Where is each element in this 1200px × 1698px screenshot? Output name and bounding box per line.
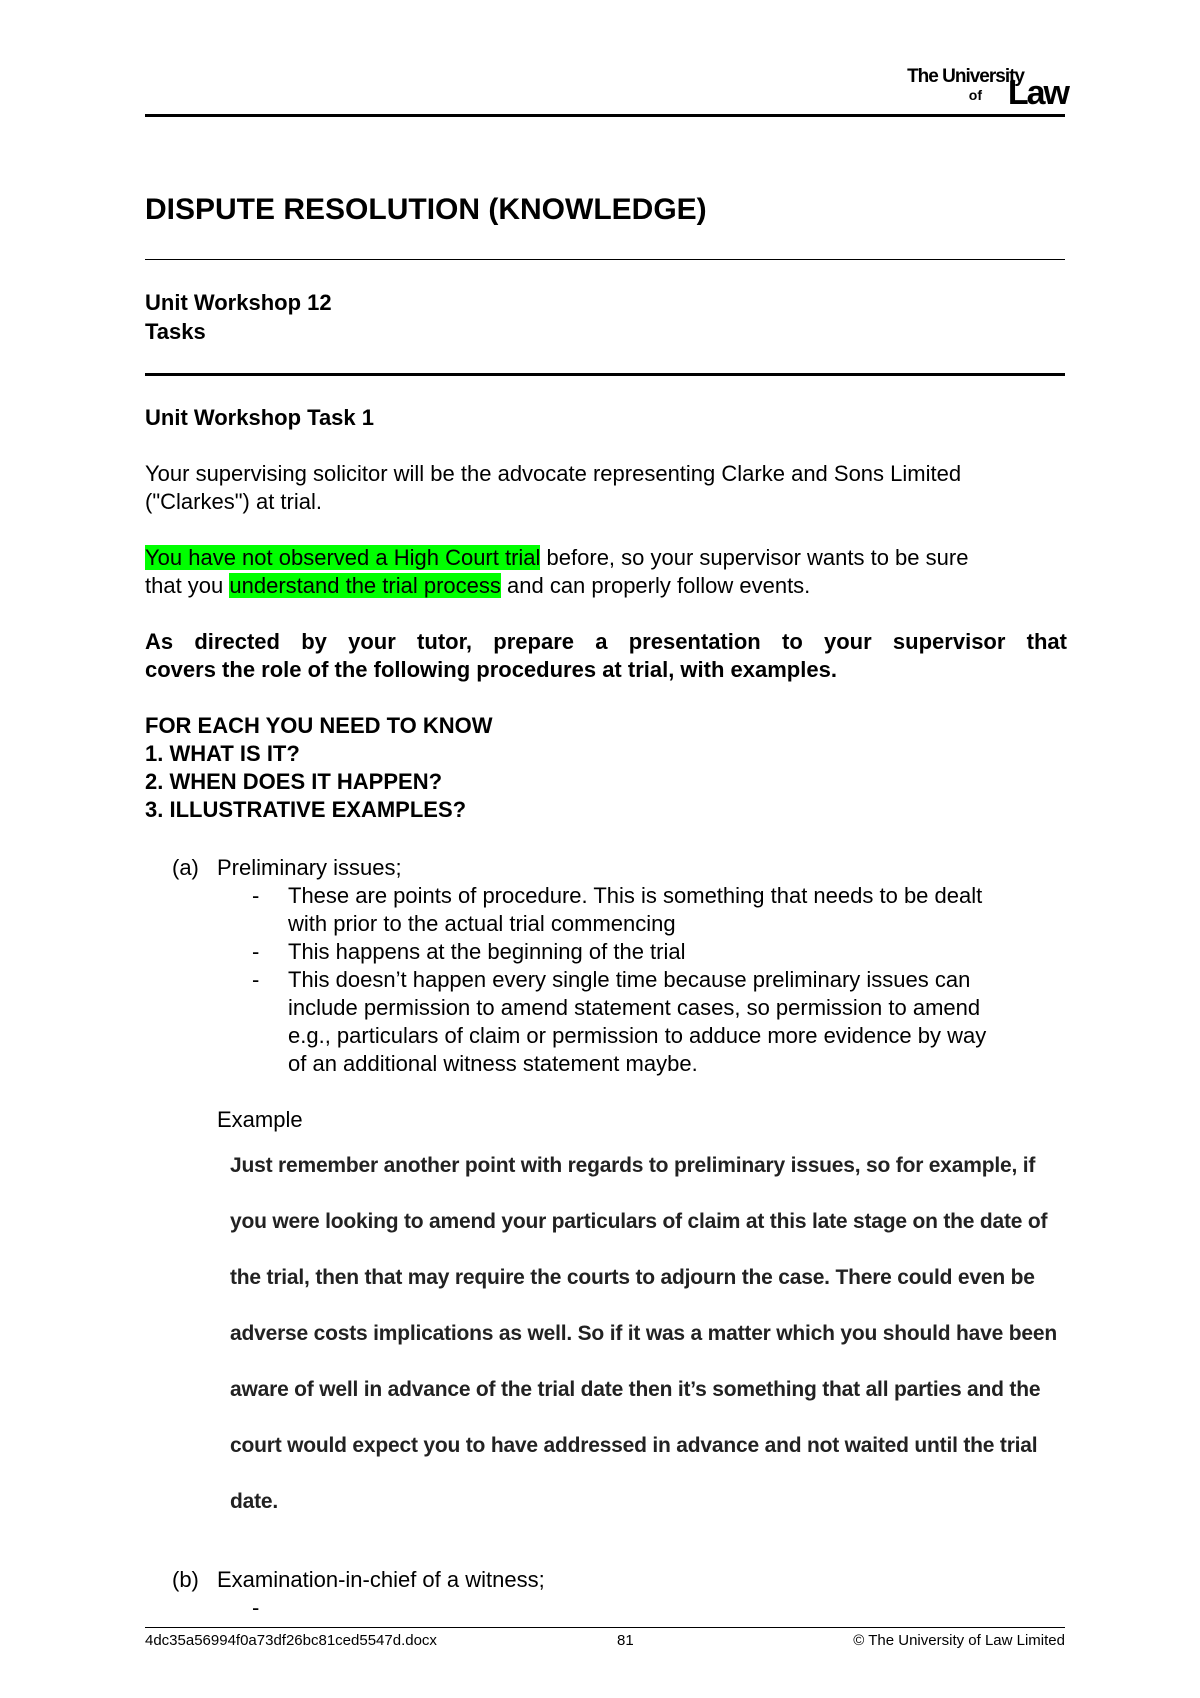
example-label: Example [217, 1107, 303, 1132]
logo-line-2: of [968, 87, 982, 103]
item-a-text: Preliminary issues; [217, 855, 402, 880]
example-line-7: date. [230, 1490, 279, 1513]
highlight-1: You have not observed a High Court trial [145, 545, 541, 570]
bullet-dash-3: - [252, 967, 260, 992]
item-b-label: (b) [172, 1567, 199, 1592]
footer-copyright: © The University of Law Limited [853, 1632, 1065, 1649]
paragraph-2-line-2 [145, 572, 1067, 600]
bullet-1 [288, 882, 1068, 938]
bullet-3-line-3: e.g., particulars of claim or permission to adduce more evidence by way [288, 1023, 987, 1048]
footer-page-number: 81 [617, 1632, 634, 1649]
example-line-4: adverse costs implications as well. So if it was a matter which you should have been [230, 1322, 1057, 1345]
bullet-3 [288, 966, 1068, 1078]
footer-filename: 4dc35a56994f0a73df26bc81ced5547d.docx [145, 1632, 437, 1649]
bullet-1-line-1: These are points of procedure. This is something that needs to be dealt [288, 883, 983, 908]
example-line-3: the trial, then that may require the courts to adjourn the case. There could even be [230, 1266, 1035, 1289]
bullet-dash-b1: - [252, 1595, 260, 1620]
example-line-5: aware of well in advance of the trial date then it’s something that all parties and the [230, 1378, 1041, 1401]
instruction-line-1: As directed by your tutor, prepare a presentation to your supervisor that [145, 629, 1067, 654]
paragraph-2-rest-1: before, so your supervisor wants to be sure [540, 545, 969, 570]
task-paragraph-1 [145, 460, 1067, 516]
paragraph-2-line-1 [145, 544, 1067, 572]
subtitle-divider [145, 373, 1065, 376]
task-paragraph-2 [145, 544, 1067, 600]
task-instruction [145, 628, 1067, 684]
title-divider [145, 259, 1065, 260]
know-heading: FOR EACH YOU NEED TO KNOW [145, 713, 493, 738]
footer-divider [145, 1627, 1065, 1628]
know-item-1: 1. WHAT IS IT? [145, 741, 300, 766]
example-line-1: Just remember another point with regards to preliminary issues, so for example, if [230, 1154, 1036, 1177]
highlight-2: understand the trial process [229, 573, 501, 598]
task-heading: Unit Workshop Task 1 [145, 405, 375, 430]
paragraph-1-line-2: ("Clarkes") at trial. [145, 489, 322, 514]
subtitle-line-2: Tasks [145, 319, 206, 344]
paragraph-2-pre-2: that you [145, 573, 230, 598]
logo-line-1: The University [907, 66, 1024, 87]
bullet-3-line-4: of an additional witness statement maybe. [288, 1051, 698, 1076]
subtitle-line-1: Unit Workshop 12 [145, 290, 332, 315]
document-title: DISPUTE RESOLUTION (KNOWLEDGE) [145, 193, 707, 226]
know-list [145, 712, 493, 824]
bullet-3-line-1: This doesn’t happen every single time because preliminary issues can [288, 967, 971, 992]
know-item-2: 2. WHEN DOES IT HAPPEN? [145, 769, 443, 794]
university-logo [858, 66, 1068, 112]
example-line-6: court would expect you to have addressed in advance and not waited until the trial [230, 1434, 1038, 1457]
item-b-text: Examination-in-chief of a witness; [217, 1567, 545, 1592]
bullet-3-line-2: include permission to amend statement cases, so permission to amend [288, 995, 981, 1020]
paragraph-2-rest-2: and can properly follow events. [500, 573, 811, 598]
bullet-dash-2: - [252, 939, 260, 964]
logo-line-3: Law [1007, 74, 1068, 112]
know-item-3: 3. ILLUSTRATIVE EXAMPLES? [145, 797, 467, 822]
bullet-1-line-2: with prior to the actual trial commencing [288, 911, 676, 936]
paragraph-1-line-1: Your supervising solicitor will be the advocate representing Clarke and Sons Limited [145, 461, 962, 486]
header-divider [145, 114, 1065, 117]
subtitle-block [145, 288, 332, 346]
instruction-line-2: covers the role of the following procedures at trial, with examples. [145, 657, 837, 682]
example-line-2: you were looking to amend your particulars of claim at this late stage on the date of [230, 1210, 1048, 1233]
item-a-label: (a) [172, 855, 199, 880]
bullet-dash-1: - [252, 883, 260, 908]
bullet-2: This happens at the beginning of the trial [288, 939, 686, 964]
